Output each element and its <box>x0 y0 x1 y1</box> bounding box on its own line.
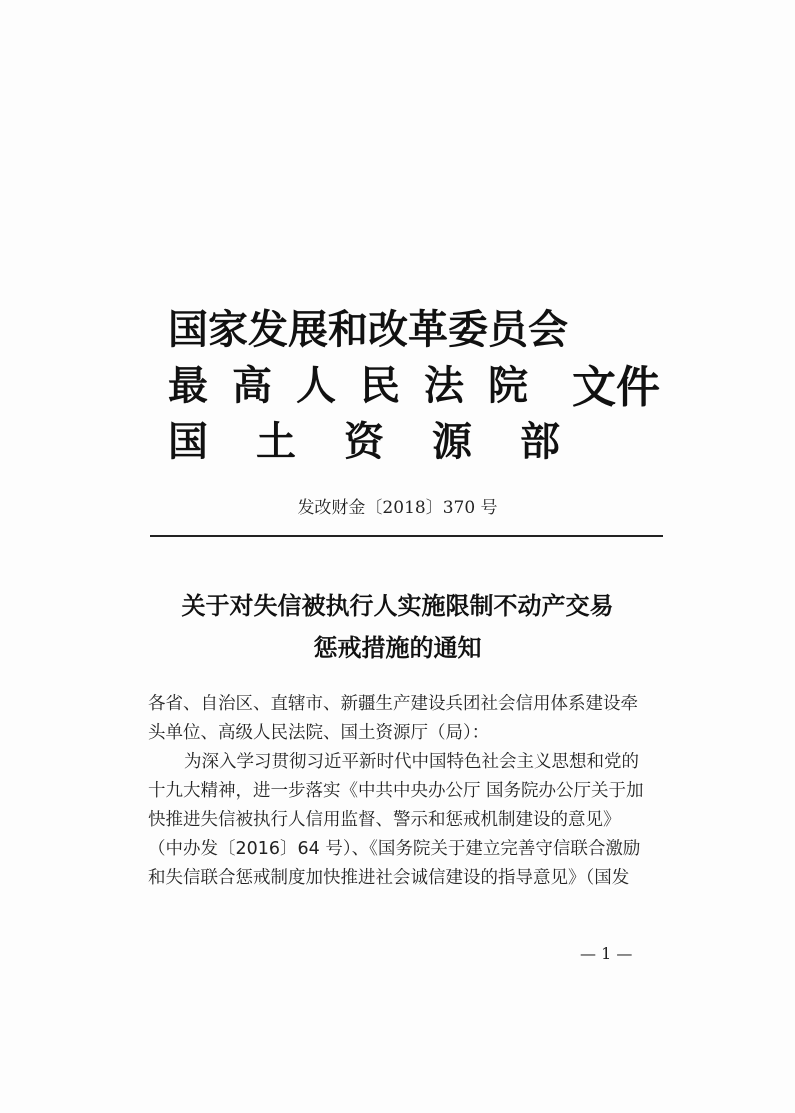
paragraph-line: 和失信联合惩戒制度加快推进社会诚信建设的指导意见》（国发 <box>148 868 630 888</box>
issuing-authorities <box>168 302 608 470</box>
title-line-2: 惩戒措施的通知 <box>313 633 482 662</box>
document-number: 发改财金〔2018〕370 号 <box>297 498 498 518</box>
page-number: — 1 — <box>580 944 633 963</box>
paragraph-line: （中办发〔2016〕64 号）、《国务院关于建立完善守信联合激励 <box>148 839 641 859</box>
paragraph-line: 十九大精神，进一步落实《中共中央办公厅 国务院办公厅关于加 <box>148 781 644 801</box>
paragraph-line: 快推进失信被执行人信用监督、警示和惩戒机制建设的意见》 <box>148 810 621 830</box>
salutation-line-2: 头单位、高级人民法院、国土资源厅（局）： <box>148 723 490 743</box>
document-type-label: 文件 <box>572 362 660 413</box>
title-line-1: 关于对失信被执行人实施限制不动产交易 <box>181 591 614 620</box>
document-title <box>0 585 795 669</box>
paragraph-line: 为深入学习贯彻习近平新时代中国特色社会主义思想和党的 <box>184 752 639 772</box>
issuer-ndrc: 国家发展和改革委员会 <box>168 307 568 353</box>
header-divider <box>150 535 663 537</box>
body-text <box>148 690 668 893</box>
issuer-land-resources: 国土资源部 <box>168 419 608 465</box>
issuer-supreme-court: 最高人民法院 <box>168 363 552 409</box>
salutation-line-1: 各省、自治区、直辖市、新疆生产建设兵团社会信用体系建设牵 <box>148 694 638 714</box>
